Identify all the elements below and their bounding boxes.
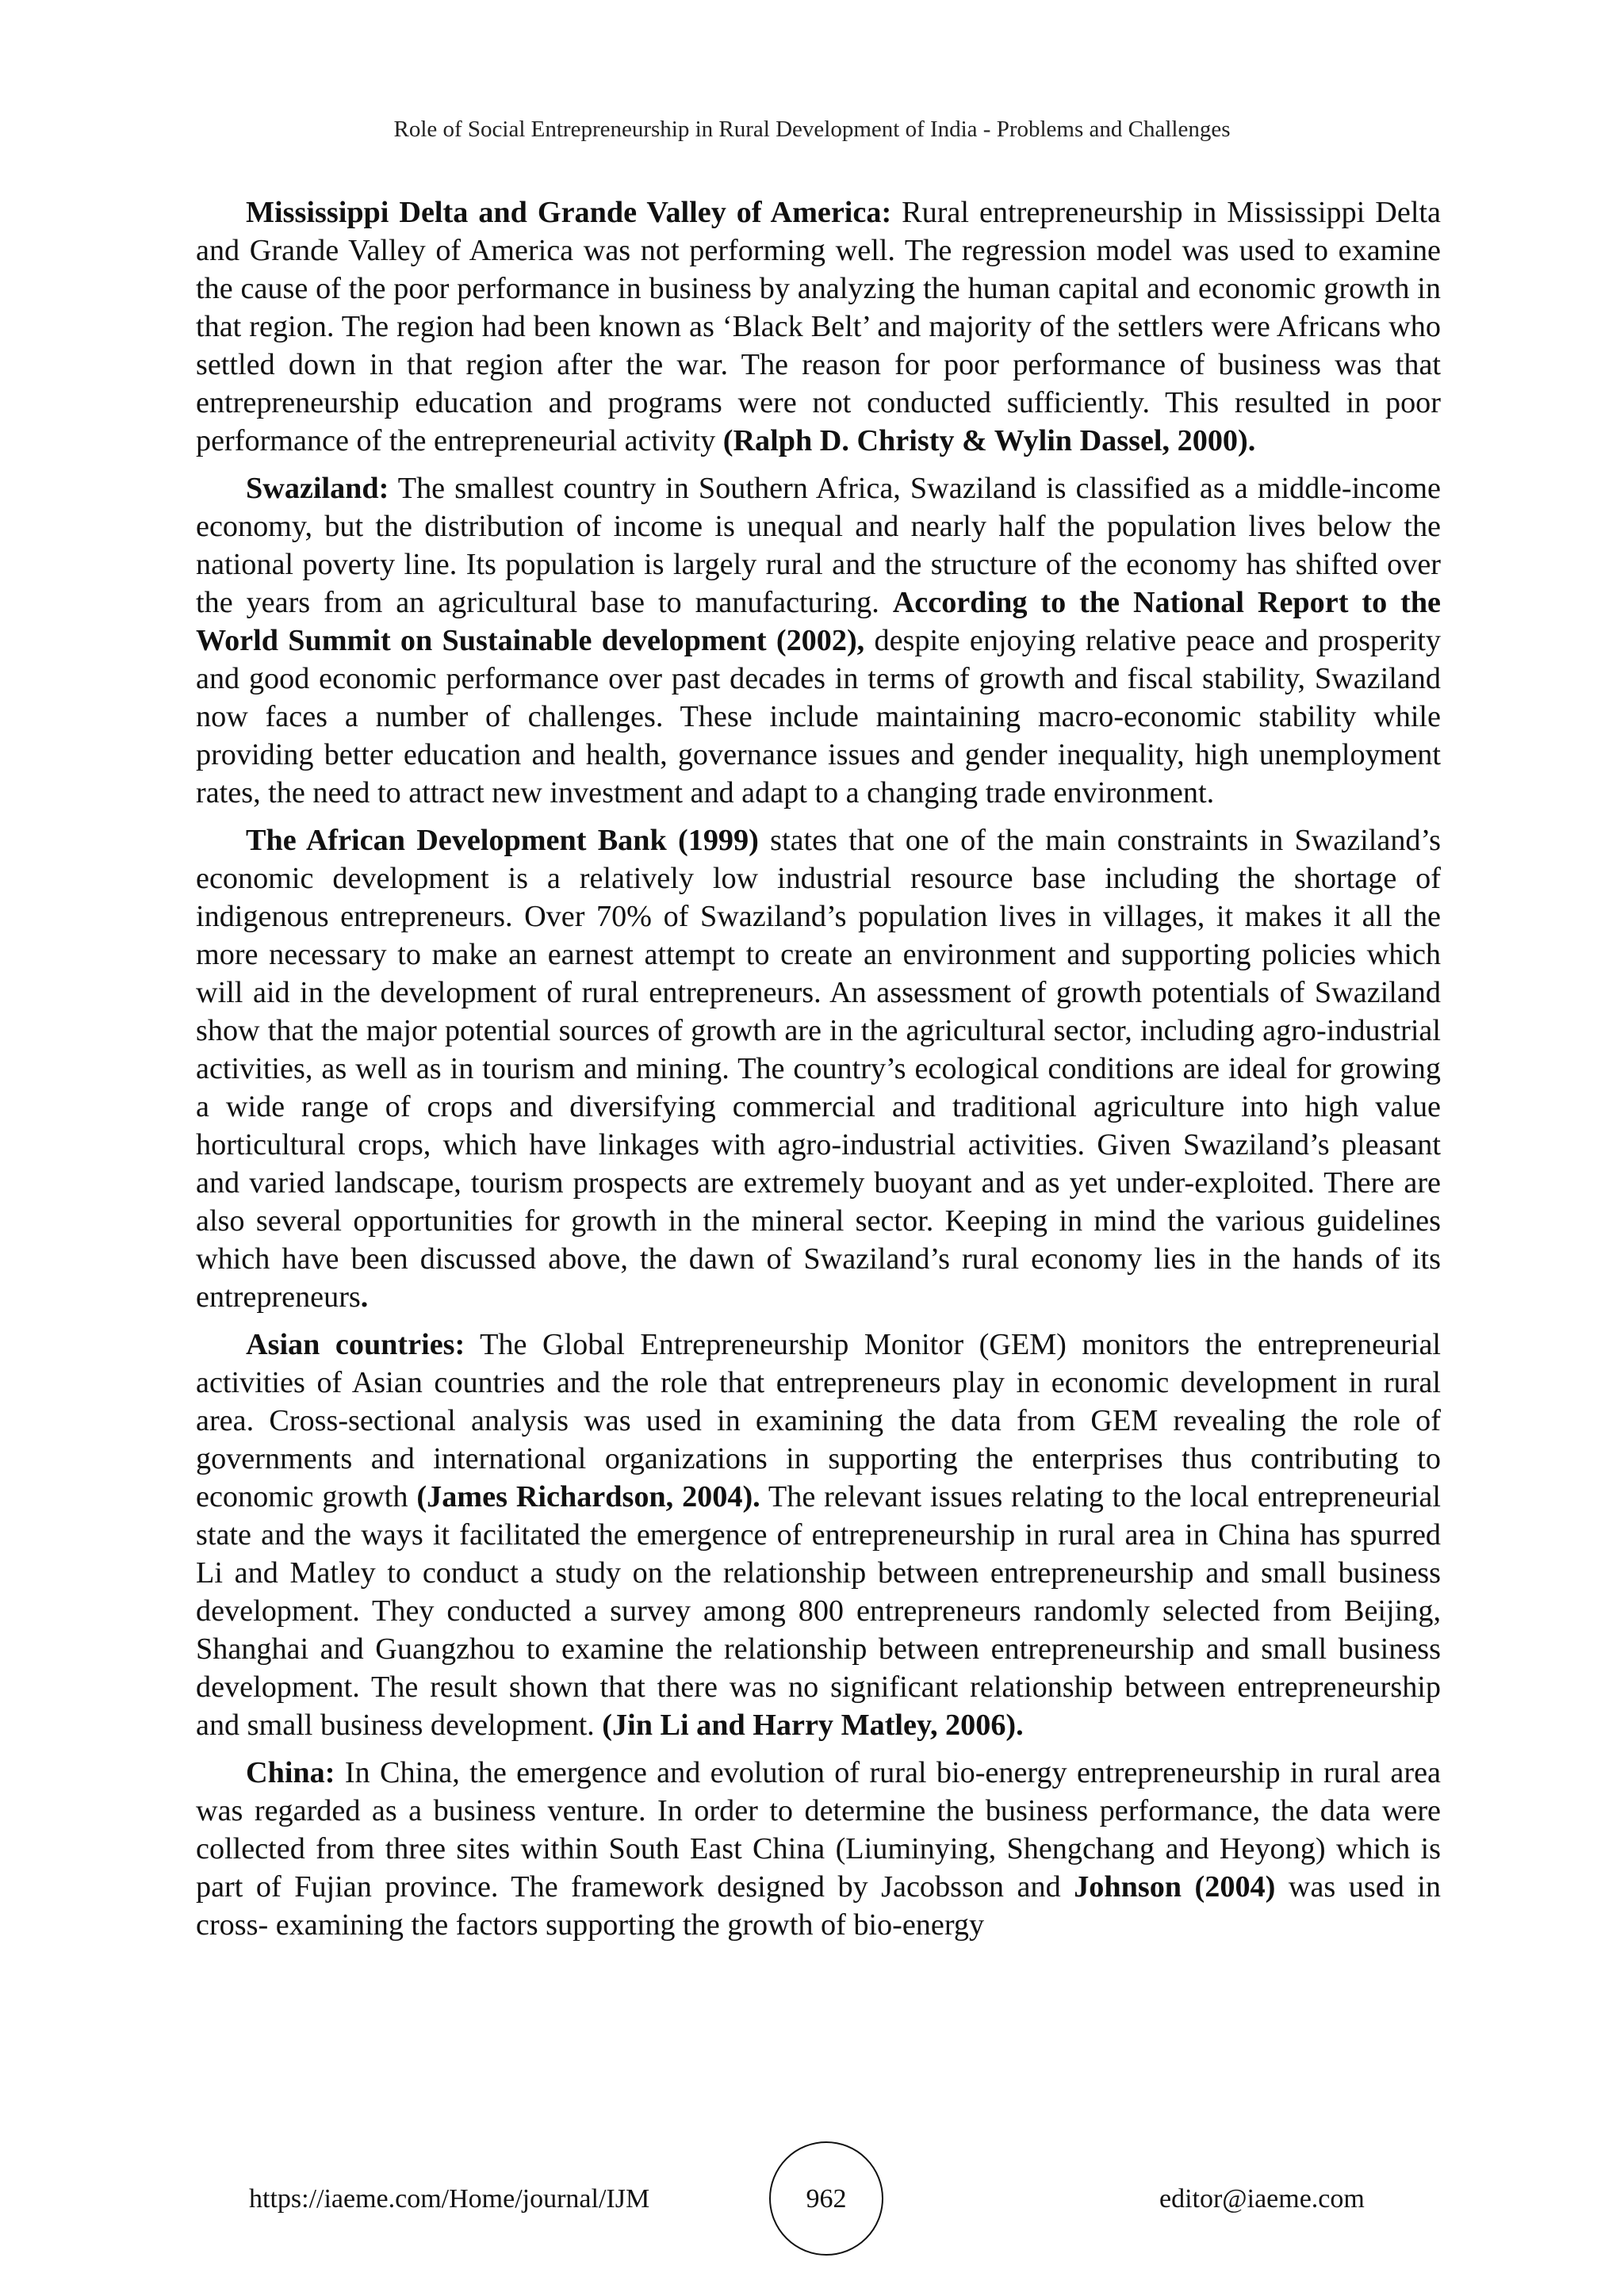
page-number: 962 xyxy=(806,2184,847,2214)
paragraph-african-development-bank xyxy=(196,821,1441,1316)
paragraph-china xyxy=(196,1754,1441,1944)
paragraph-text: The relevant issues relating to the local entrepreneurial state and the ways it facilitated the emergence of entrepreneurship in rural area in China has spurred Li and Matley to conduct a study on the relationship between entrepreneurship and small business development. They conducted a survey among 800 entrepreneurs randomly selected from Beijing, Shanghai and Guangzhou to examine the relationship between entrepreneurship and small business development. The result shown that there was no significant relationship between entrepreneurship and small business development. xyxy=(196,1480,1441,1742)
citation: (James Richardson, 2004). xyxy=(416,1480,760,1513)
heading-swaziland: Swaziland: xyxy=(246,472,389,505)
paragraph-mississippi xyxy=(196,193,1441,460)
article-body xyxy=(196,193,1441,1954)
heading-asian-countries: Asian countries: xyxy=(246,1328,465,1361)
paragraph-text: Rural entrepreneurship in Mississippi Delta and Grande Valley of America was not performing well. The regression model was used to examine the cause of the poor performance in business by analyzing the human capital and economic growth in that region. The region had been known as ‘Black Belt’ and majority of the settlers were Africans who settled down in that region after the war. The reason for poor performance of business was that entrepreneurship education and programs were not conducted sufficiently. This resulted in poor performance of the entrepreneurial activity xyxy=(196,196,1441,457)
citation: (Jin Li and Harry Matley, 2006). xyxy=(602,1709,1024,1742)
paragraph-text: states that one of the main constraints in Swaziland’s economic development is a relatively low industrial resource base including the shortage of indigenous entrepreneurs. Over 70% of Swaziland’s population lives in villages, it makes it all the more necessary to make an earnest attempt to create an environment and supporting policies which will aid in the development of rural entrepreneurs. An assessment of growth potentials of Swaziland show that the major potential sources of growth are in the agricultural sector, including agro-industrial activities, as well as in tourism and mining. The country’s ecological conditions are ideal for growing a wide range of crops and diversifying commercial and traditional agriculture into high value horticultural crops, which have linkages with agro-industrial activities. Given Swaziland’s pleasant and varied landscape, tourism prospects are extremely buoyant and as yet under-exploited. There are also several opportunities for growth in the mineral sector. Keeping in mind the various guidelines which have been discussed above, the dawn of Swaziland’s rural economy lies in the hands of its entrepreneurs xyxy=(196,824,1441,1314)
heading-china: China: xyxy=(246,1756,335,1789)
period: . xyxy=(360,1280,369,1314)
citation: According to the National Report to the World Summit on Sustainable development (2002), xyxy=(196,586,1442,657)
paragraph-asian-countries xyxy=(196,1326,1441,1744)
paragraph-text: In China, the emergence and evolution of rural bio-energy entrepreneurship in rural area was regarded as a business venture. In order to determine the business performance, the data were collected from three sites within South East China (Liuminying, Shengchang and Heyong) which is part of Fujian province. The framework designed by Jacobsson and xyxy=(196,1756,1441,1904)
heading-mississippi: Mississippi Delta and Grande Valley of America: xyxy=(246,196,892,229)
paragraph-text: The smallest country in Southern Africa, Swaziland is classified as a middle-income economy, but the distribution of income is unequal and nearly half the population lives below the national poverty line. Its population is largely rural and the structure of the economy has shifted over the years from an agricultural base to manufacturing. xyxy=(196,472,1441,619)
journal-url-link[interactable]: https://iaeme.com/Home/journal/IJM xyxy=(249,2184,650,2214)
paragraph-swaziland xyxy=(196,469,1441,812)
citation: The African Development Bank (1999) xyxy=(246,824,759,857)
paragraph-text: despite enjoying relative peace and prosperity and good economic performance over past decades in terms of growth and fiscal stability, Swaziland now faces a number of challenges. These include maintaining macro-economic stability while providing better education and health, governance issues and gender inequality, high unemployment rates, the need to attract new investment and adapt to a changing trade environment. xyxy=(196,624,1441,809)
citation: (Ralph D. Christy & Wylin Dassel, 2000). xyxy=(722,424,1256,457)
paragraph-text: The Global Entrepreneurship Monitor (GEM) monitors the entrepreneurial activities of Asian countries and the role that entrepreneurs play in economic development in rural area. Cross-sectional analysis was used in examining the data from GEM revealing the role of governments and international organizations in supporting the enterprises thus contributing to economic growth xyxy=(196,1328,1441,1513)
editor-email-link[interactable]: editor@iaeme.com xyxy=(1159,2184,1365,2214)
running-header: Role of Social Entrepreneurship in Rural Development of India - Problems and Challenges xyxy=(393,117,1231,142)
citation: Johnson (2004) xyxy=(1074,1870,1276,1904)
paragraph-text: was used in cross- examining the factors supporting the growth of bio-energy xyxy=(196,1870,1442,1942)
